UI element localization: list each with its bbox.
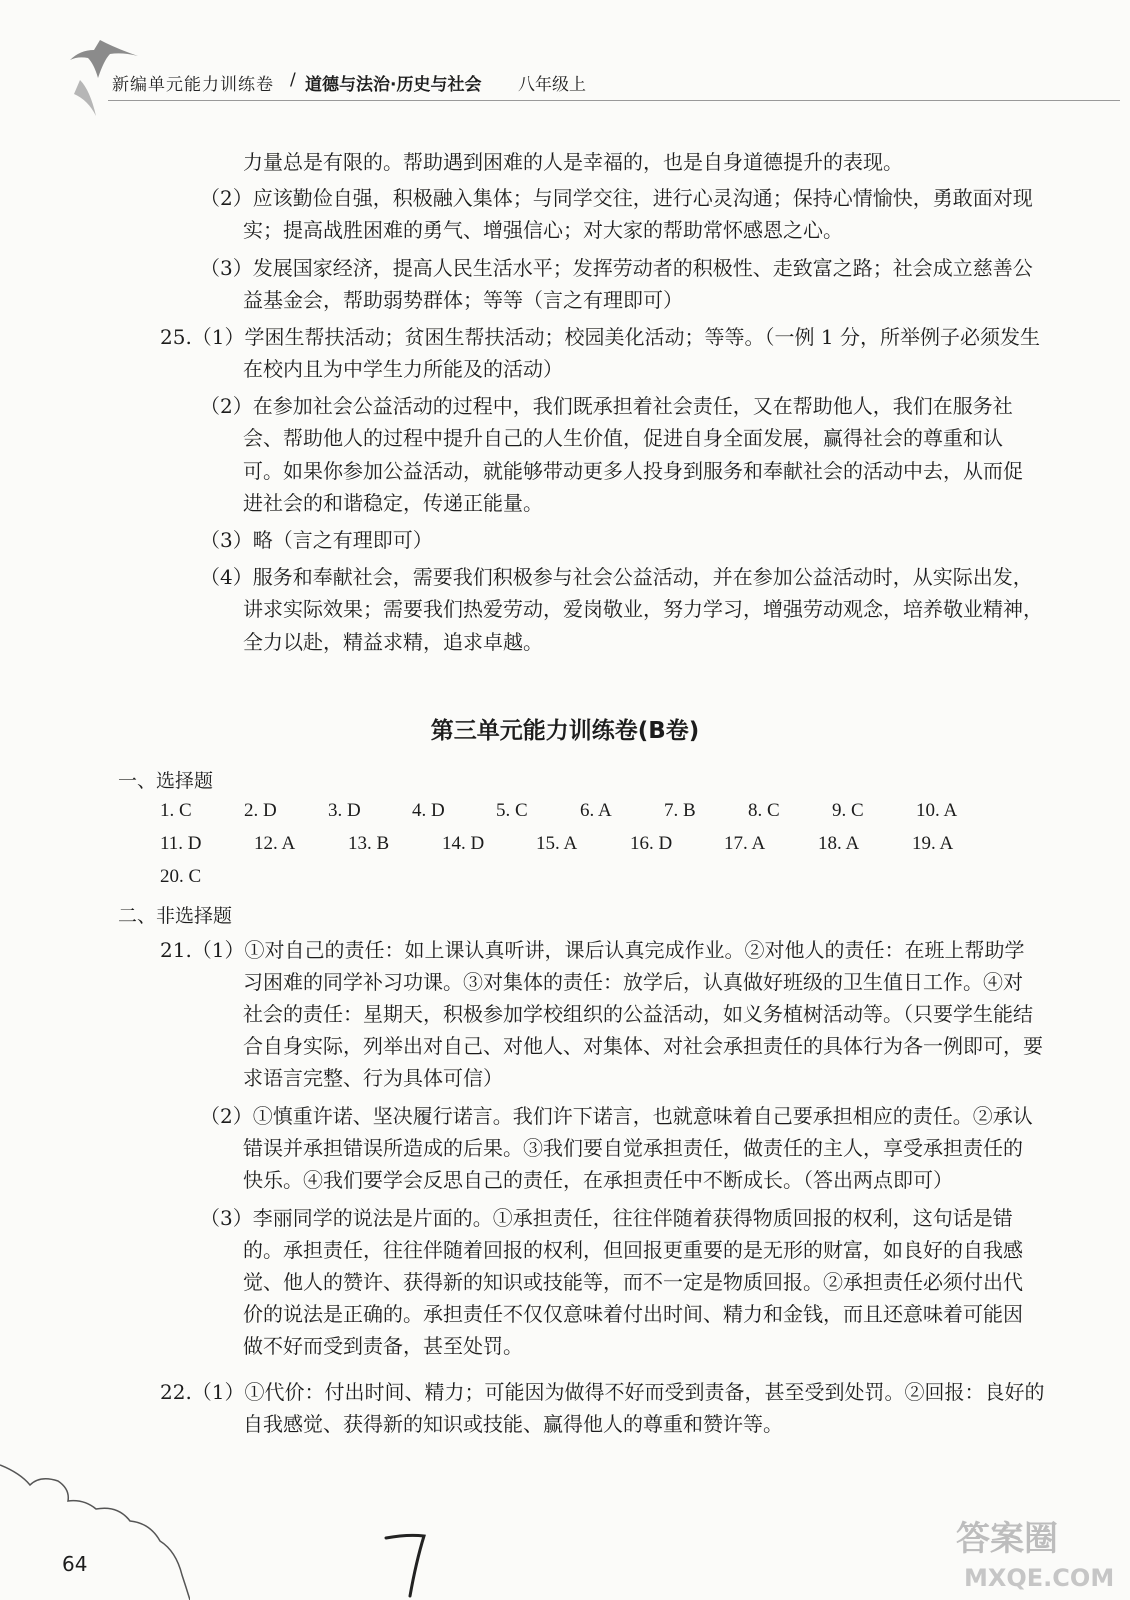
mc-answer: 7. B [664, 800, 696, 821]
mc-answer: 5. C [496, 800, 528, 821]
cloud-decoration-icon [0, 1455, 190, 1600]
answer-line: 价的说法是正确的。承担责任不仅仅意味着付出时间、精力和金钱，而且还意味着可能因 [243, 1302, 1023, 1326]
grade-label: 八年级上 [518, 75, 586, 95]
subject-title: 道德与法治·历史与社会 [305, 75, 482, 95]
answer-line: 全力以赴，精益求精，追求卓越。 [243, 630, 543, 654]
mc-answer: 4. D [412, 800, 445, 821]
page-number: 64 [62, 1552, 88, 1576]
mc-answer: 6. A [580, 800, 612, 821]
mc-answer: 18. A [818, 833, 860, 854]
page-header [0, 0, 1130, 120]
mc-answer: 10. A [916, 800, 958, 821]
mc-answer: 15. A [536, 833, 578, 854]
answer-line: （2）①慎重许诺、坚决履行诺言。我们许下诺言，也就意味着自己要承担相应的责任。②承认 [200, 1104, 1033, 1128]
answer-line: （4）服务和奉献社会，需要我们积极参与社会公益活动，并在参加公益活动时，从实际出发， [200, 565, 1033, 589]
answer-line: 在校内且为中学生力所能及的活动） [243, 357, 563, 381]
mc-answer: 11. D [160, 833, 202, 854]
answer-line: 22.（1）①代价：付出时间、精力；可能因为做得不好而受到责备，甚至受到处罚。②回报：良好的 [160, 1380, 1045, 1404]
answer-line: 错误并承担错误所造成的后果。③我们要自觉承担责任，做责任的主人，享受承担责任的 [243, 1136, 1023, 1160]
answer-line: 快乐。④我们要学会反思自己的责任，在承担责任中不断成长。（答出两点即可） [243, 1168, 953, 1192]
watermark-logo-icon [950, 1510, 1120, 1595]
mc-answer: 8. C [748, 800, 780, 821]
mc-answer: 20. C [160, 866, 202, 887]
answer-line: 社会的责任：星期天，积极参加学校组织的公益活动，如义务植树活动等。（只要学生能结 [243, 1002, 1033, 1026]
section-title: 第三单元能力训练卷(B卷) [430, 718, 700, 744]
mc-answer: 1. C [160, 800, 192, 821]
svg-text:MXQE.COM: MXQE.COM [964, 1564, 1115, 1592]
answer-line: 会、帮助他人的过程中提升自己的人生价值，促进自身全面发展，赢得社会的尊重和认 [243, 426, 1003, 450]
answer-line: 的。承担责任，往往伴随着回报的权利，但回报更重要的是无形的财富，如良好的自我感 [243, 1238, 1023, 1262]
handwritten-mark [380, 1528, 440, 1600]
answer-line: 觉、他人的赞许、获得新的知识或技能等，而不一定是物质回报。②承担责任必须付出代 [243, 1270, 1023, 1294]
part2-heading: 二、非选择题 [118, 905, 233, 927]
answer-line: 益基金会，帮助弱势群体；等等（言之有理即可） [243, 288, 683, 312]
answer-line: 合自身实际，列举出对自己、对他人、对集体、对社会承担责任的具体行为各一例即可，要 [243, 1034, 1043, 1058]
mc-answer: 17. A [724, 833, 766, 854]
answer-line: 力量总是有限的。帮助遇到困难的人是幸福的，也是自身道德提升的表现。 [243, 150, 903, 174]
mc-answer: 12. A [254, 833, 296, 854]
svg-text:答案圈: 答案圈 [956, 1519, 1058, 1559]
answer-line: 求语言完整、行为具体可信） [243, 1066, 503, 1090]
part1-heading: 一、选择题 [118, 770, 214, 792]
answer-line: 25.（1）学困生帮扶活动；贫困生帮扶活动；校园美化活动；等等。（一例 1 分，所举例子必须发生 [160, 325, 1040, 349]
header-rule [108, 100, 1120, 101]
answer-line: 21.（1）①对自己的责任：如上课认真听讲，课后认真完成作业。②对他人的责任：在班上帮助学 [160, 938, 1025, 962]
answer-line: （3）略（言之有理即可） [200, 528, 433, 552]
mc-answer: 3. D [328, 800, 361, 821]
answer-line: 自我感觉、获得新的知识或技能、赢得他人的尊重和赞许等。 [243, 1412, 783, 1436]
answer-line: 讲求实际效果；需要我们热爱劳动，爱岗敬业，努力学习，增强劳动观念，培养敬业精神， [243, 597, 1043, 621]
answer-line: （3）李丽同学的说法是片面的。①承担责任，往往伴随着获得物质回报的权利，这句话是错 [200, 1206, 1013, 1230]
answer-line: 实；提高战胜困难的勇气、增强信心；对大家的帮助常怀感恩之心。 [243, 218, 843, 242]
mc-answer: 19. A [912, 833, 954, 854]
answer-line: 可。如果你参加公益活动，就能够带动更多人投身到服务和奉献社会的活动中去，从而促 [243, 459, 1023, 483]
answer-line: 做不好而受到责备，甚至处罚。 [243, 1334, 523, 1358]
answer-line: （2）应该勤俭自强，积极融入集体；与同学交往，进行心灵沟通；保持心情愉快，勇敢面对现 [200, 186, 1033, 210]
mc-answer: 16. D [630, 833, 673, 854]
answer-line: （2）在参加社会公益活动的过程中，我们既承担着社会责任，又在帮助他人，我们在服务社 [200, 394, 1013, 418]
answer-line: 习困难的同学补习功课。③对集体的责任：放学后，认真做好班级的卫生值日工作。④对 [243, 970, 1023, 994]
answer-line: （3）发展国家经济，提高人民生活水平；发挥劳动者的积极性、走致富之路；社会成立慈善公 [200, 256, 1033, 280]
series-title: 新编单元能力训练卷 [112, 75, 274, 95]
mc-answer: 9. C [832, 800, 864, 821]
mc-answer: 2. D [244, 800, 277, 821]
answer-line: 进社会的和谐稳定，传递正能量。 [243, 491, 543, 515]
mc-answer: 13. B [348, 833, 390, 854]
header-separator: / [290, 70, 296, 90]
mc-answer: 14. D [442, 833, 485, 854]
